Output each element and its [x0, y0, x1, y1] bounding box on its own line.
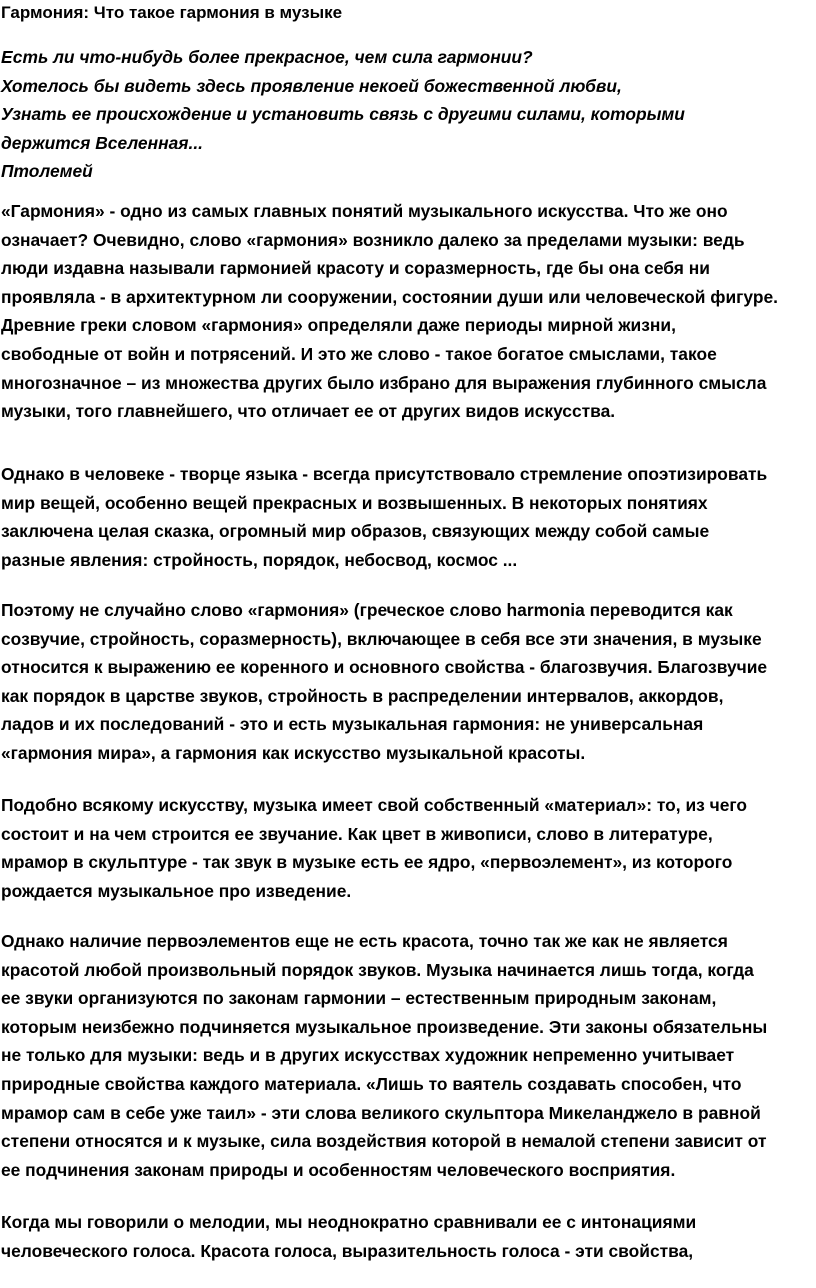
text-line: Подобно всякому искусству, музыка имеет свой собственный «материал»: то, из чего — [1, 795, 748, 815]
text-line: человеческого голоса. Красота голоса, выразительность голоса - эти свойства, — [1, 1240, 694, 1261]
text-line: мрамор сам в себе уже таил» - эти слова великого скульптора Микеланджело в равной — [1, 1102, 761, 1123]
text-line: которым неизбежно подчиняется музыкальное произведение. Эти законы обязательны — [1, 1016, 768, 1037]
epigraph-author: Птолемей — [1, 161, 93, 182]
text-line: относится к выражению ее коренного и основного свойства - благозвучия. Благозвучие — [1, 657, 768, 678]
text-line: Однако в человеке - творце языка - всегда присутствовало стремление опоэтизировать — [1, 464, 768, 484]
text-line: природные свойства каждого материала. «Лишь то ваятель создавать способен, что — [1, 1073, 742, 1094]
epigraph-line: держится Вселенная... — [1, 132, 204, 153]
text-line: Поэтому не случайно слово «гармония» (греческое слово harmonia переводится как — [1, 600, 733, 620]
text-line: люди издавна называли гармонией красоту и соразмерность, где бы она себя ни — [1, 258, 710, 279]
text-line: созвучие, стройность, соразмерность), включающее в себя все эти значения, в музыке — [1, 628, 762, 649]
text-line: состоит и на чем строится ее звучание. Как цвет в живописи, слово в литературе, — [1, 823, 713, 844]
text-line: Однако наличие первоэлементов еще не есть красота, точно так же как не является — [1, 931, 728, 951]
text-line: степени относятся и к музыке, сила воздействия которой в немалой степени зависит от — [1, 1131, 767, 1152]
text-line: «гармония мира», а гармония как искусство музыкальной красоты. — [1, 742, 586, 763]
text-line: музыки, того главнейшего, что отличает ее от других видов искусства. — [1, 401, 616, 422]
text-line: красотой любой произвольный порядок звуков. Музыка начинается лишь тогда, когда — [1, 959, 754, 980]
paragraph-4 — [1, 791, 813, 905]
text-line: ее подчинения законам природы и особенностям человеческого восприятия. — [1, 1159, 676, 1180]
paragraph-5 — [1, 927, 813, 1184]
text-line: не только для музыки: ведь и в других искусствах художник непременно учитывает — [1, 1045, 735, 1066]
epigraph-line: Узнать ее происхождение и установить связь с другими силами, которыми — [1, 104, 685, 125]
text-line: мир вещей, особенно вещей прекрасных и возвышенных. В некоторых понятиях — [1, 492, 708, 513]
text-line: мрамор в скульптуре - так звук в музыке есть ее ядро, «первоэлемент», из которого — [1, 852, 733, 873]
page-title: Гармония: Что такое гармония в музыке — [1, 3, 343, 22]
text-line: многозначное – из множества других было избрано для выражения глубинного смысла — [1, 372, 767, 393]
text-line: Древние греки словом «гармония» определяли даже периоды мирной жизни, — [1, 315, 676, 336]
text-line: разные явления: стройность, порядок, небосвод, космос ... — [1, 549, 518, 570]
epigraph — [1, 43, 811, 186]
epigraph-line: Есть ли что-нибудь более прекрасное, чем сила гармонии? — [1, 47, 533, 67]
text-line: рождается музыкальное про изведение. — [1, 880, 352, 901]
paragraph-2 — [1, 460, 813, 574]
text-line: проявляла - в архитектурном ли сооружении, состоянии души или человеческой фигуре. — [1, 286, 778, 307]
paragraph-1 — [1, 197, 813, 426]
text-line: свободные от войн и потрясений. И это же слово - такое богатое смыслами, такое — [1, 343, 717, 364]
paragraph-3 — [1, 596, 813, 768]
epigraph-line: Хотелось бы видеть здесь проявление некоей божественной любви, — [1, 75, 622, 96]
text-line: ладов и их последований - это и есть музыкальная гармония: не универсальная — [1, 714, 704, 735]
paragraph-6 — [1, 1208, 813, 1265]
text-line: «Гармония» - одно из самых главных понятий музыкального искусства. Что же оно — [1, 201, 728, 221]
text-line: как порядок в царстве звуков, стройность в распределении интервалов, аккордов, — [1, 685, 724, 706]
text-line: ее звуки организуются по законам гармонии – естественным природным законам, — [1, 988, 717, 1009]
text-line: Когда мы говорили о мелодии, мы неоднократно сравнивали ее с интонациями — [1, 1212, 697, 1232]
text-line: означает? Очевидно, слово «гармония» возникло далеко за пределами музыки: ведь — [1, 229, 745, 250]
text-line: заключена целая сказка, огромный мир образов, связующих между собой самые — [1, 521, 710, 542]
